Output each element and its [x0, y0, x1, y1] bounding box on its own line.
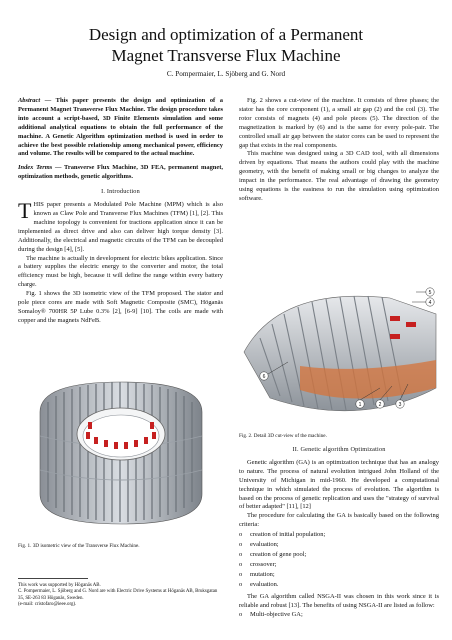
fig2-label-5: 5	[428, 289, 432, 296]
fig2-cut-view	[240, 278, 440, 428]
fig2-label-2: 2	[378, 401, 382, 408]
left-column	[18, 97, 223, 326]
right-paragraph-1: Fig. 2 shows a cut-view of the machine. It consists of three phases; the stator has the core component (1), a small air gap (2) and the coil (3). The rotor consists of magnets (4) and pole pieces (5). The direction of the magnetization is marked by (6) and is the same for every pole-pair. The controlled small air gap between the stator cores can be used to represent the gap that exists in the real components.	[239, 97, 439, 149]
right-paragraph-2: This machine was designed using a 3D CAD tool, with all dimensions driven by equations. That means the authors could play with the machine geometry, with the benefit of making small or big changes to analyze the impact in the performance. The real advantage of drawing the geometry using equations is the easiness to run the simulation using optimization software.	[239, 150, 439, 202]
bullet-icon: o	[239, 550, 243, 558]
fig2-label-6: 6	[262, 373, 266, 380]
nsga-benefits-list	[239, 611, 439, 620]
fig1-caption: Fig. 1. 3D isometric view of the Transverse Flux Machine.	[18, 543, 140, 549]
right-column-top	[239, 97, 439, 204]
right-column-bottom	[239, 446, 439, 621]
title-line-1: Design and optimization of a Permanent	[88, 25, 364, 44]
index-terms	[18, 164, 223, 182]
fig2-label-4: 4	[428, 299, 432, 306]
footnote-support: This work was supported by Höganäs AB.	[18, 583, 101, 588]
fig2-label-1: 1	[358, 401, 362, 408]
footnotes	[18, 583, 223, 609]
ga-paragraph-3: The GA algorithm called NSGA-II was chosen in this work since it is reliable and robust [13]. The benefits of using NSGA-II are listed as follow:	[239, 592, 439, 609]
bullet-icon: o	[239, 580, 243, 588]
paper-title	[0, 24, 452, 66]
bullet-icon: o	[239, 560, 243, 568]
drop-cap: T	[18, 198, 32, 224]
bullet-icon: o	[239, 611, 243, 619]
index-terms-label: Index Terms	[18, 164, 53, 172]
intro-paragraph-1	[18, 198, 223, 254]
list-item: o crossover;	[239, 560, 277, 568]
list-item: o mutation;	[239, 570, 275, 578]
fig2-label-3: 3	[398, 401, 402, 408]
list-item: o evaluation;	[239, 541, 279, 549]
fig1-isometric-machine	[26, 372, 216, 532]
abstract-text: — This paper presents the design and optimization of a Permanent Magnet Transverse Flux Machine. The design procedure takes into account a script-based, 3D Finite Elements simulation and some additional analytical equations to obtain the full performance of the machine. A Genetic Algorithm optimization method is used in order to achieve the best possible relationship among mechanical power, efficiency and volume. The results will be compared to the actual machine.	[18, 97, 223, 158]
list-item: o creation of initial population;	[239, 531, 326, 539]
index-terms-text: — Transverse Flux Machine, 3D FEA, permanent magnet, optimization methods, genetic algorithms.	[18, 164, 223, 181]
footnote-rule	[18, 578, 88, 579]
section-1-heading: I. Introduction	[101, 188, 140, 196]
ga-paragraph-2: The procedure for calculating the GA is basically based on the following criteria:	[239, 512, 439, 529]
fig2-caption: Fig. 2. Detail 3D cut-view of the machine.	[239, 433, 327, 439]
footnote-affiliation: C. Pompermaier, L. Sjöberg and G. Nord are with Electric Drive Systems at Höganäs AB, Bruksgatan 35, SE-263 83 Höganäs, Sweden.	[18, 589, 218, 601]
bullet-icon: o	[239, 541, 243, 549]
ga-paragraph-1: Genetic algorithm (GA) is an optimization technique that has an analogy to nature. The process of natural evolution intrigued John Holland of the University of Michigan in mid-1960. He developed a computational technique in which simulated the process of evolution. The algorithm is based on the process of genetic replication and uses the "strategy of survival of better adapted" [11], [12]	[239, 458, 439, 511]
list-item: o Multi-objective GA;	[239, 611, 303, 619]
ga-criteria-list	[239, 531, 439, 589]
list-item: o creation of gene pool;	[239, 550, 307, 558]
intro-paragraph-1-text: HIS paper presents a Modulated Pole Machine (MPM) which is also known as Claw Pole and Transverse Flux Machines (TFM) [1], [2]. This machine topology is convenient for tractions application since it can be implemented as direct drive and also can deliver high torque density [3]. Additionally, the electrical and magnetic circuits of the TFM can be decoupled during the design [4], [5].	[18, 201, 223, 253]
intro-paragraph-3: Fig. 1 shows the 3D isometric view of the TFM proposed. The stator and pole piece cores are made with Soft Magnetic Composite (SMC), Höganäs Somaloy® 700HR 5P Lube 0.3% [2], [6-9] [10]. The coils are made with copper and the magnets NdFeB.	[18, 290, 223, 324]
abstract	[18, 97, 223, 159]
intro-paragraph-2: The machine is actually in development for electric bikes application. Since a battery supplies the electric energy to the converter and motor, the total efficiency must be high, because it will define the range within every battery charge.	[18, 254, 223, 289]
list-item: o evaluation.	[239, 580, 279, 588]
title-line-2: Magnet Transverse Flux Machine	[111, 46, 341, 65]
abstract-label: Abstract	[18, 97, 41, 104]
author-list: C. Pompermaier, L. Sjöberg and G. Nord	[166, 70, 286, 78]
section-2-heading: II. Genetic algorithm Optimization	[292, 446, 386, 453]
bullet-icon: o	[239, 570, 243, 578]
bullet-icon: o	[239, 531, 243, 539]
footnote-email: (e-mail: cristofaro@ieee.org).	[18, 602, 77, 608]
